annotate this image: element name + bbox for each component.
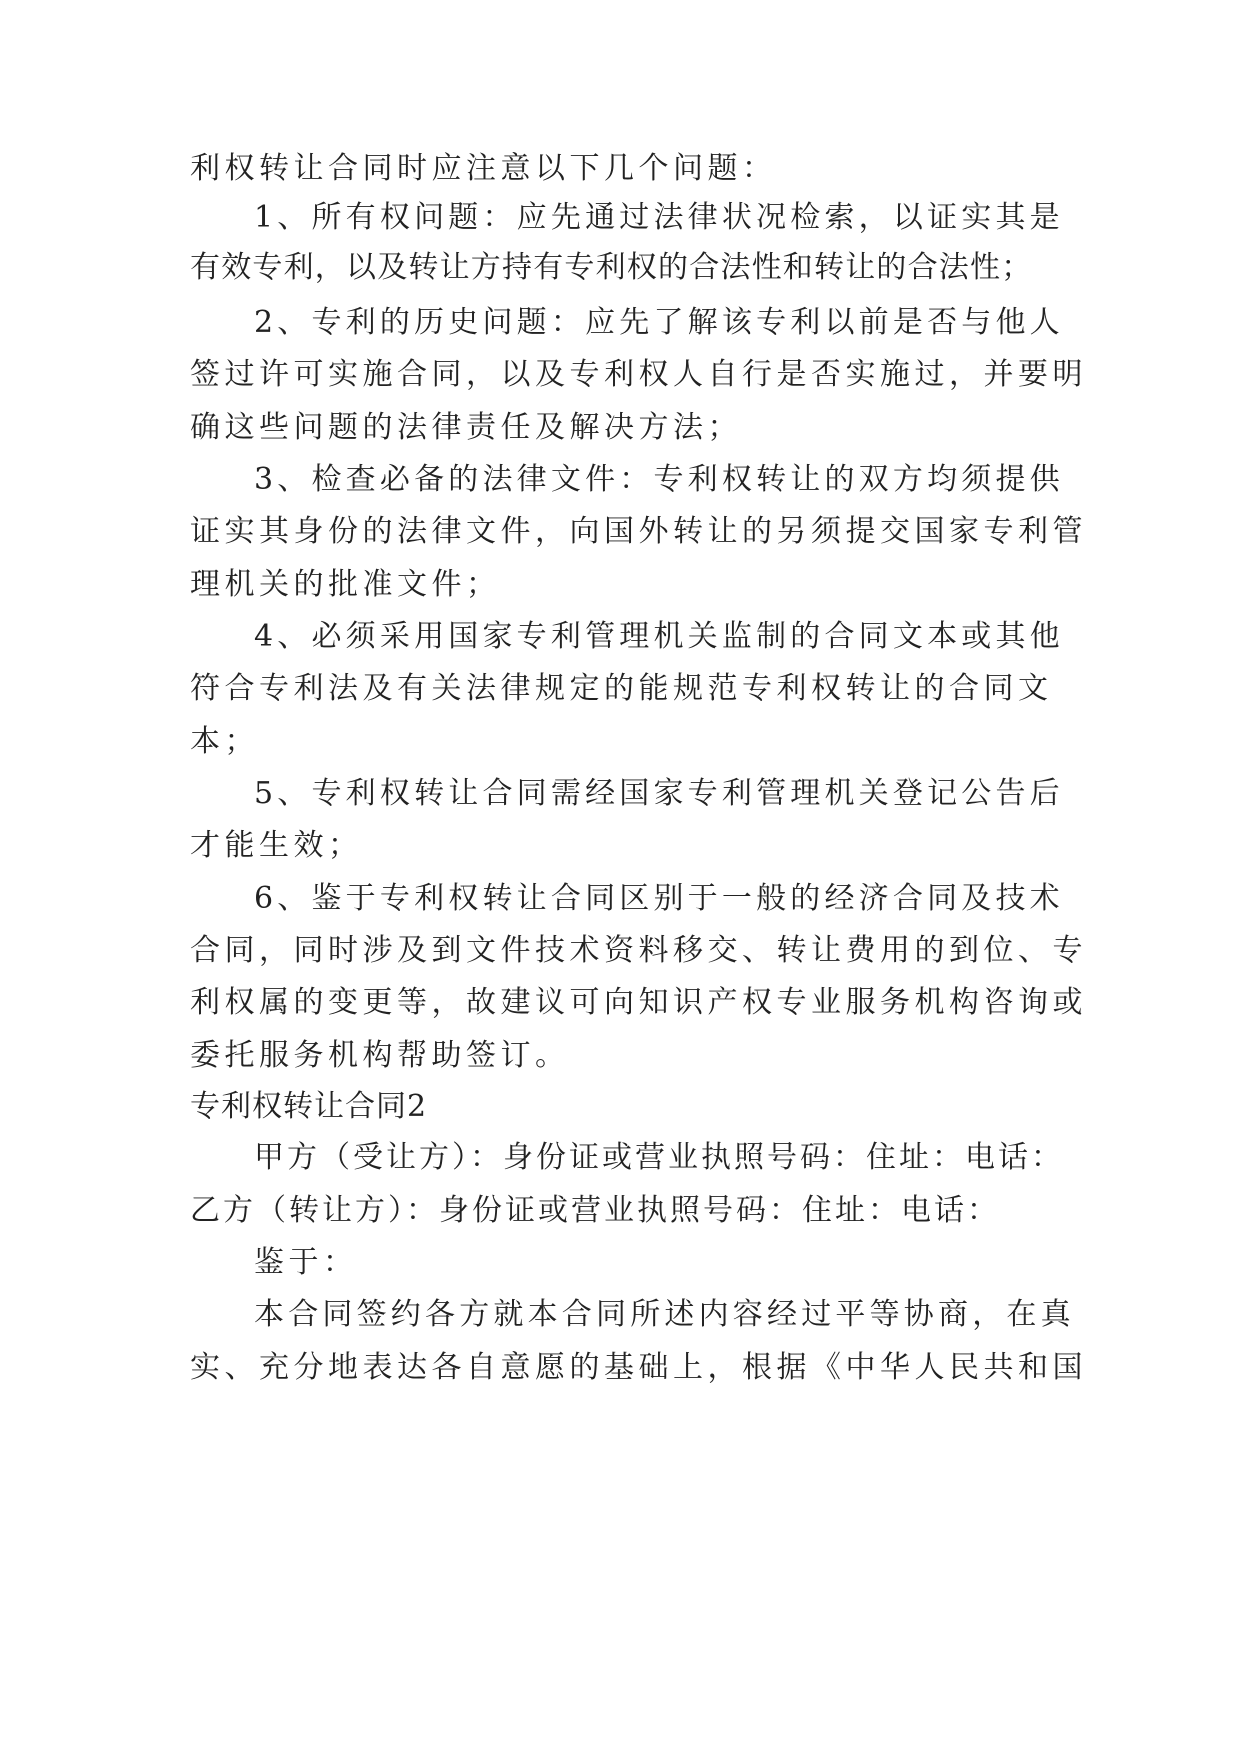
text-line: 5、专利权转让合同需经国家专利管理机关登记公告后: [254, 776, 1064, 811]
text-line: 乙方（转让方）：身份证或营业执照号码：住址：电话：: [190, 1193, 1000, 1228]
text-line: 确这些问题的法律责任及解决方法；: [190, 410, 742, 445]
text-line: 合同，同时涉及到文件技术资料移交、转让费用的到位、专: [190, 933, 1087, 968]
text-line: 3、检查必备的法律文件：专利权转让的双方均须提供: [254, 462, 1064, 497]
text-line: 实、充分地表达各自意愿的基础上，根据《中华人民共和国: [190, 1350, 1087, 1385]
text-line: 理机关的批准文件；: [190, 567, 501, 602]
text-line: 1、所有权问题：应先通过法律状况检索，以证实其是: [254, 200, 1064, 235]
text-line: 2、专利的历史问题：应先了解该专利以前是否与他人: [254, 305, 1064, 340]
text-line: 利权属的变更等，故建议可向知识产权专业服务机构咨询或: [190, 985, 1087, 1020]
text-line: 证实其身份的法律文件，向国外转让的另须提交国家专利管: [190, 514, 1087, 549]
text-line: 符合专利法及有关法律规定的能规范专利权转让的合同文: [190, 671, 1053, 706]
text-line: 本；: [190, 724, 259, 759]
text-line: 有效专利，以及转让方持有专利权的合法性和转让的合法性；: [190, 250, 1033, 285]
text-line: 利权转让合同时应注意以下几个问题：: [190, 151, 777, 186]
text-line: 甲方（受让方）：身份证或营业执照号码：住址：电话：: [254, 1140, 1064, 1175]
text-line: 鉴于：: [254, 1245, 358, 1280]
text-line: 签过许可实施合同，以及专利权人自行是否实施过，并要明: [190, 357, 1087, 392]
text-line: 委托服务机构帮助签订。: [190, 1038, 570, 1073]
text-line: 4、必须采用国家专利管理机关监制的合同文本或其他: [254, 619, 1064, 654]
text-line: 本合同签约各方就本合同所述内容经过平等协商，在真: [254, 1297, 1075, 1332]
text-line: 才能生效；: [190, 828, 363, 863]
text-line: 6、鉴于专利权转让合同区别于一般的经济合同及技术: [254, 881, 1064, 916]
section-heading: 专利权转让合同2: [190, 1089, 428, 1124]
